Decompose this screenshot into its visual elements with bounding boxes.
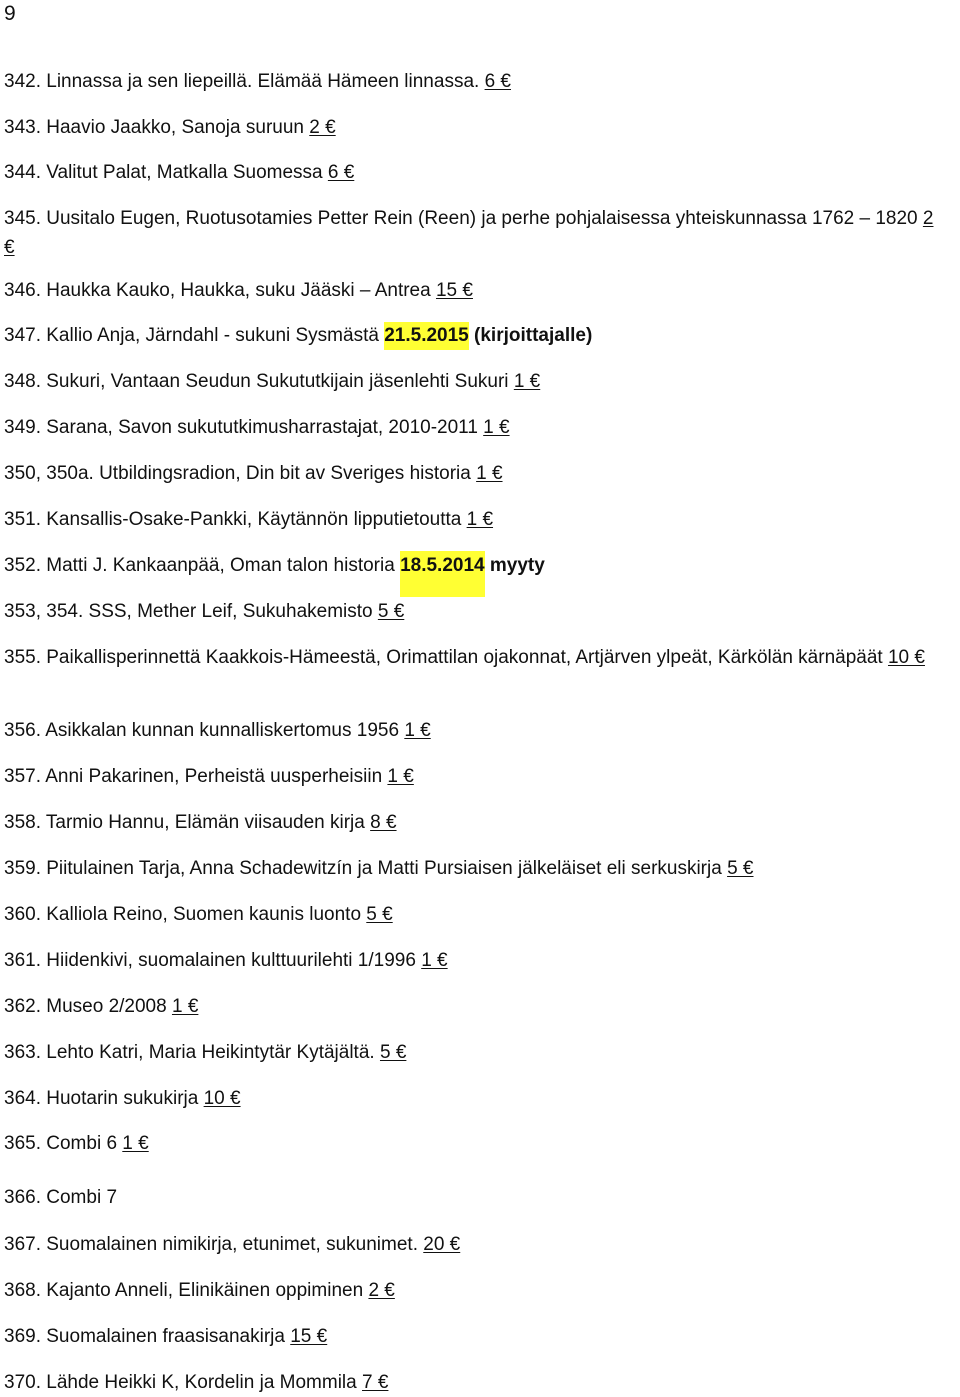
item-price: 10 € [887,647,925,668]
item-text: 368. Kajanto Anneli, Elinikäinen oppiminen [4,1280,369,1301]
item-text: 360. Kalliola Reino, Suomen kaunis luonto [4,904,367,925]
list-item [4,643,959,672]
item-text: 370. Lähde Heikki K, Kordelin ja Mommila [4,1372,363,1393]
item-text: 356. Asikkalan kunnan kunnalliskertomus 1956 [4,720,405,741]
item-text: 347. Kallio Anja, Järndahl - sukuni Sysmästä [4,325,385,346]
list-item [4,158,959,187]
list-item [4,459,959,488]
list-item [4,716,959,745]
item-price: 2 € [309,117,336,138]
item-price: 15 € [290,1326,328,1347]
item-text: 367. Suomalainen nimikirja, etunimet, sukunimet. [4,1234,424,1255]
item-note: myyty [484,555,545,576]
list-item [4,276,959,305]
item-price: 1 € [421,950,448,971]
item-text: 363. Lehto Katri, Maria Heikintytär Kytäjältä. [4,1042,380,1063]
item-text: 352. Matti J. Kankaanpää, Oman talon historia [4,555,401,576]
list-item [4,762,959,791]
item-text: 361. Hiidenkivi, suomalainen kulttuurilehti 1/1996 [4,950,422,971]
item-note: (kirjoittajalle) [468,325,593,346]
item-price: 6 € [327,162,355,183]
list-item [4,204,939,262]
item-text: 358. Tarmio Hannu, Elämän viisauden kirja [4,812,371,833]
item-text: 366. Combi 7 [4,1187,118,1208]
item-text: 357. Anni Pakarinen, Perheistä uusperheisiin [4,766,388,787]
item-price: 2 € [4,208,934,258]
item-price: 1 € [476,463,503,484]
list-item [4,597,959,626]
list-item [4,992,959,1021]
list-item [4,808,959,837]
item-price: 8 € [370,812,397,833]
highlighted-date: 18.5.2014 [400,551,485,597]
item-price: 5 € [379,1042,407,1063]
item-text: 359. Piitulainen Tarja, Anna Schadewitzín ja Matti Pursiaisen jälkeläiset eli serkuskirja [4,858,728,879]
item-text: 364. Huotarin sukukirja [4,1088,204,1109]
item-price: 5 € [366,904,393,925]
list-item [4,1276,959,1305]
item-text: 345. Uusitalo Eugen, Ruotusotamies Petter Rein (Reen) ja perhe pohjalaisessa yhteiskunnassa 1762 – 1820 [4,208,923,229]
item-text: 346. Haukka Kauko, Haukka, suku Jääski – Antrea [4,280,436,301]
list-item [4,1368,959,1397]
item-text: 362. Museo 2/2008 [4,996,172,1017]
item-price: 7 € [362,1372,389,1393]
item-price: 15 € [435,280,473,301]
item-price: 1 € [404,720,431,741]
item-price: 5 € [727,858,754,879]
item-price: 20 € [423,1234,461,1255]
item-text: 342. Linnassa ja sen liepeillä. Elämää Hämeen linnassa. [4,71,485,92]
item-price: 5 € [377,601,405,622]
list-item [4,1084,959,1113]
list-item [4,1038,959,1067]
list-item [4,505,959,534]
list-item [4,1183,959,1212]
item-text: 355. Paikallisperinnettä Kaakkois-Hämeestä, Orimattilan ojakonnat, Artjärven ylpeät, Kärkölän kärnäpäät [4,647,888,668]
list-item [4,854,959,883]
item-text: 365. Combi 6 [4,1133,123,1154]
item-text: 351. Kansallis-Osake-Pankki, Käytännön lipputietoutta [4,509,467,530]
list-item [4,321,959,350]
list-item [4,1322,959,1351]
highlighted-date: 21.5.2015 [384,322,469,350]
list-item [4,367,959,396]
item-text: 349. Sarana, Savon sukututkimusharrastajat, 2010-2011 [4,417,484,438]
item-price: 1 € [483,417,510,438]
item-text: 353, 354. SSS, Mether Leif, Sukuhakemisto [4,601,378,622]
item-text: 369. Suomalainen fraasisanakirja [4,1326,291,1347]
list-item [4,551,959,597]
list-item [4,113,959,142]
list-item [4,1230,959,1259]
item-text: 343. Haavio Jaakko, Sanoja suruun [4,117,310,138]
item-price: 1 € [513,371,541,392]
list-item [4,67,959,96]
item-price: 1 € [466,509,494,530]
item-price: 6 € [484,71,511,92]
item-price: 2 € [368,1280,395,1301]
page-number: 9 [4,2,16,25]
list-item [4,900,959,929]
list-item [4,413,959,442]
item-text: 348. Sukuri, Vantaan Seudun Sukututkijain jäsenlehti Sukuri [4,371,514,392]
item-text: 344. Valitut Palat, Matkalla Suomessa [4,162,328,183]
item-price: 10 € [203,1088,241,1109]
item-price: 1 € [387,766,414,787]
list-item [4,1129,959,1158]
item-price: 1 € [122,1133,149,1154]
list-item [4,946,959,975]
item-text: 350, 350a. Utbildingsradion, Din bit av Sveriges historia [4,463,477,484]
item-price: 1 € [171,996,199,1017]
